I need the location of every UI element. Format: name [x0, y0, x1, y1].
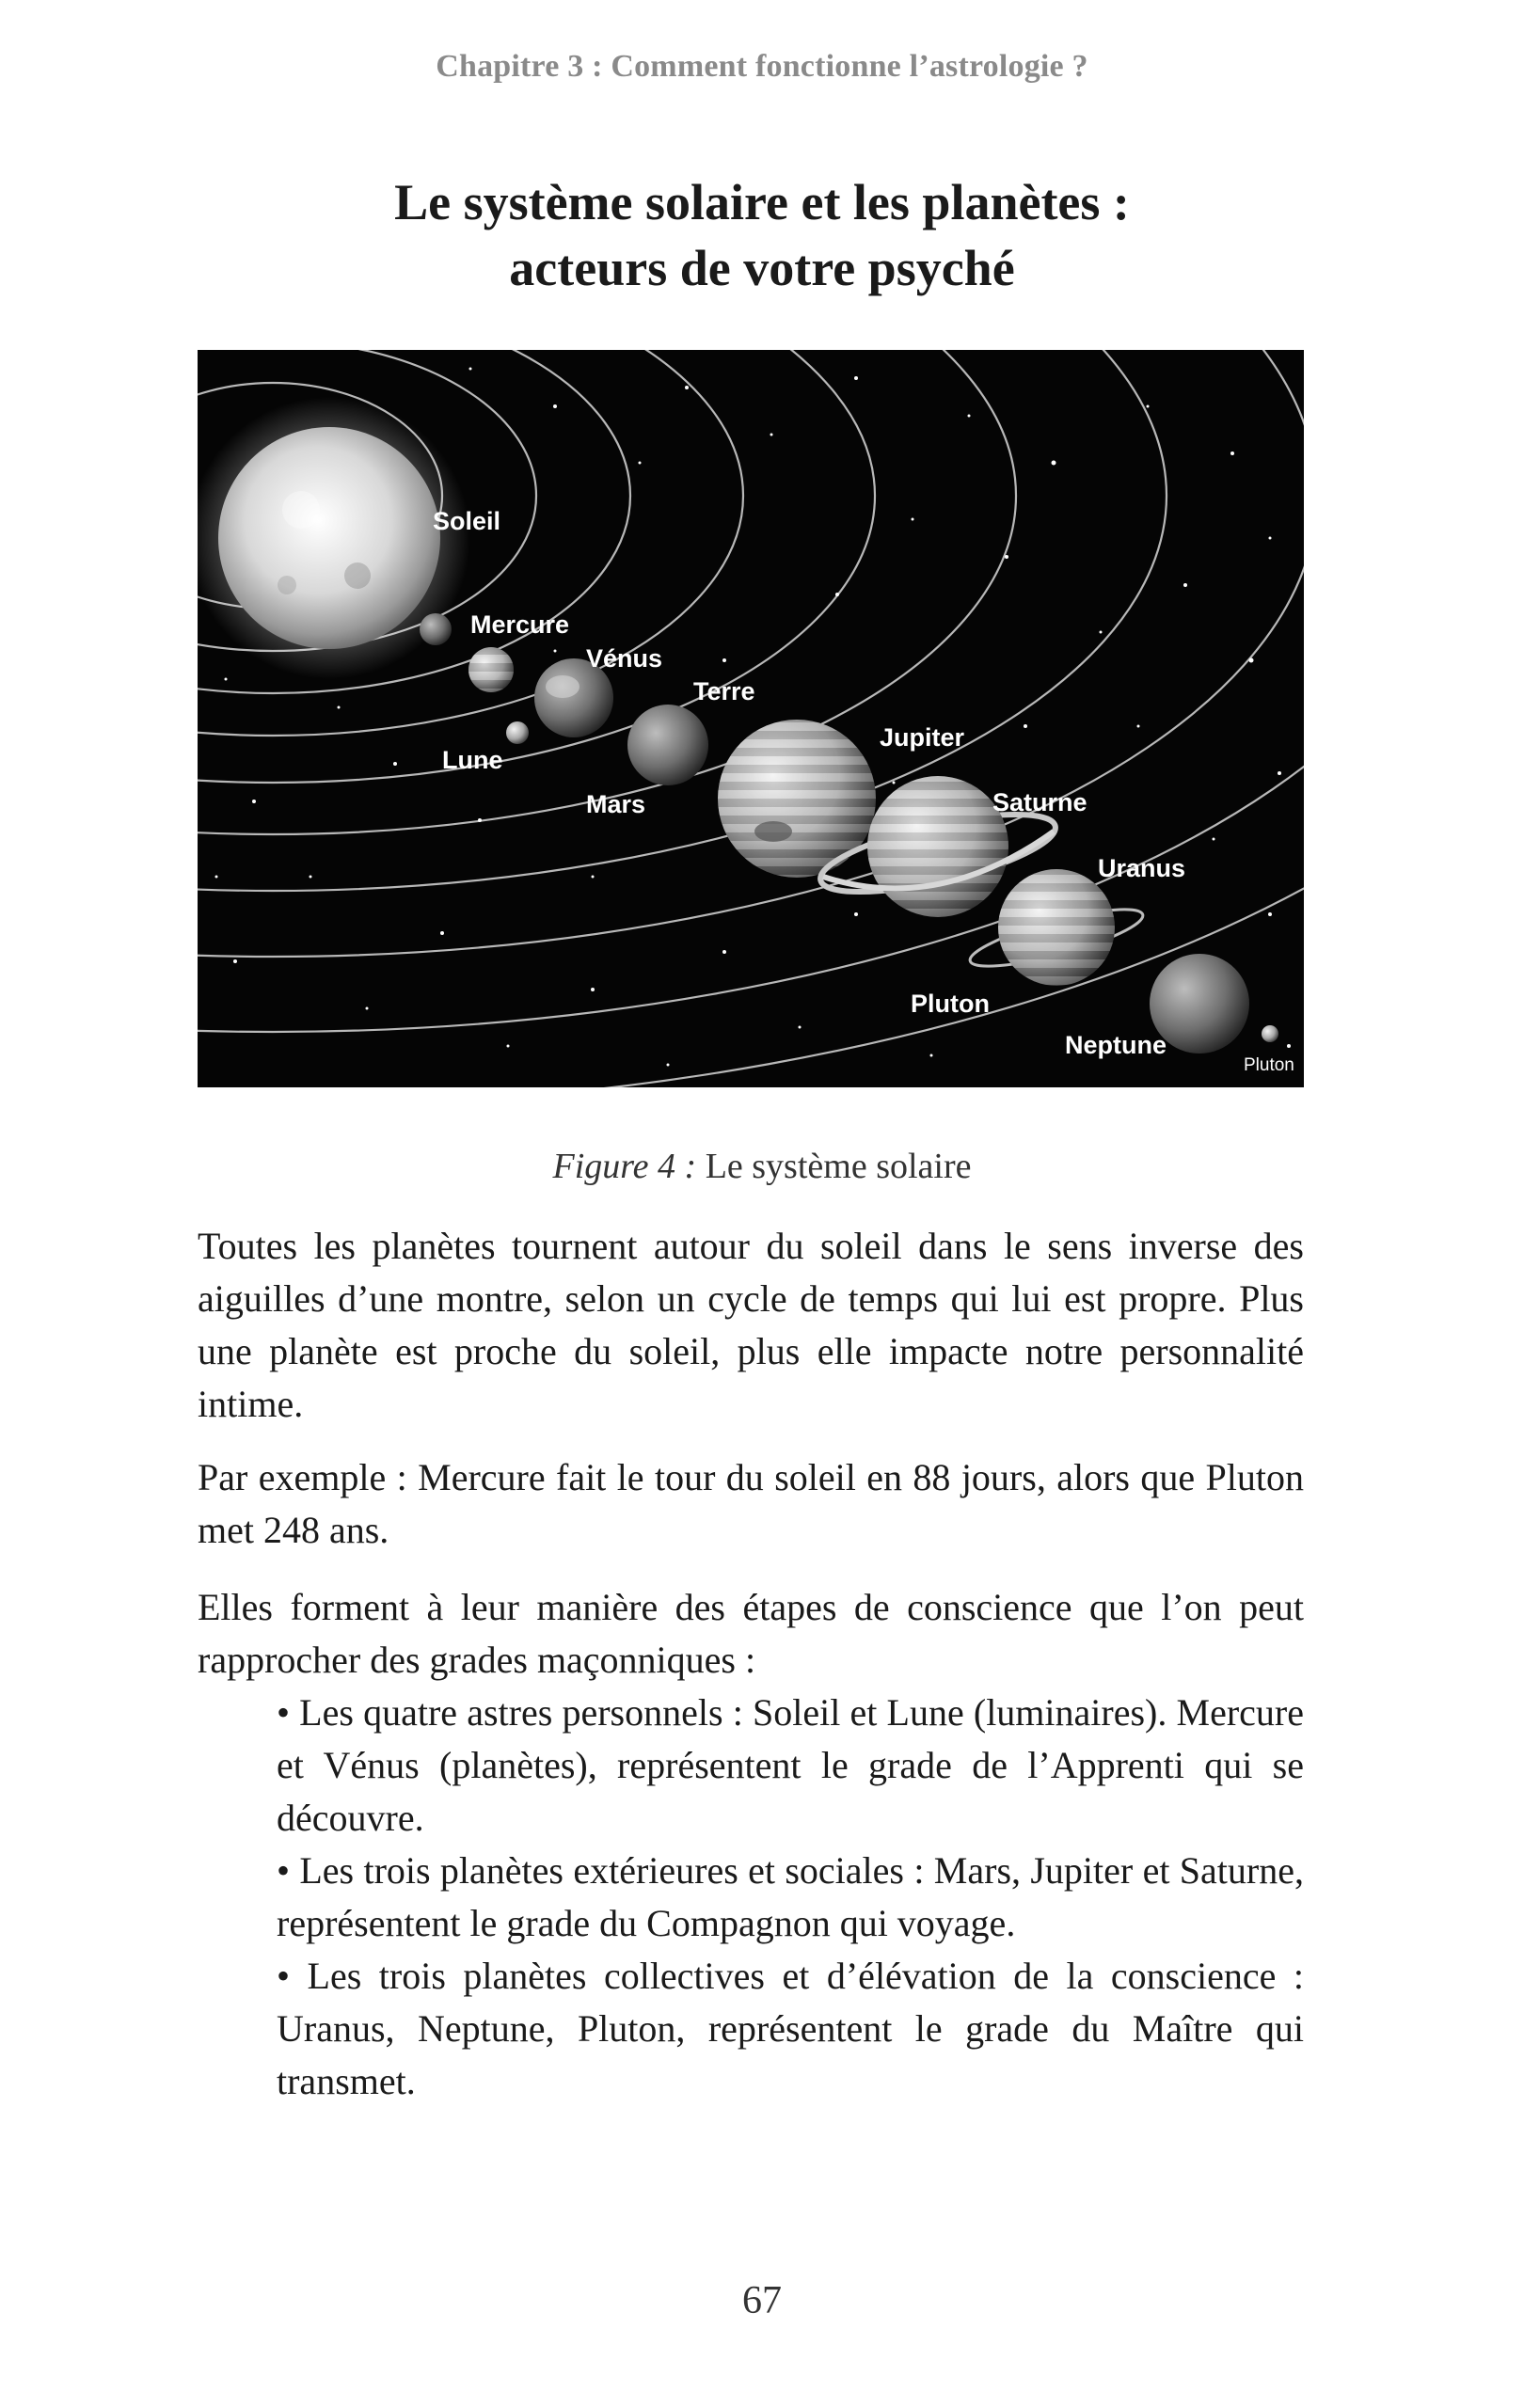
moon — [506, 721, 529, 744]
label-jupiter: Jupiter — [880, 723, 965, 752]
label-neptune: Neptune — [1065, 1031, 1167, 1059]
label-uranus: Uranus — [1098, 854, 1186, 882]
bullet-list — [277, 1687, 1304, 2108]
label-venus: Vénus — [586, 644, 663, 673]
caption-label: Figure 4 : — [552, 1147, 697, 1186]
label-mercure: Mercure — [470, 610, 570, 639]
paragraph-1: Toutes les planètes tournent autour du soleil dans le sens inverse des aiguilles d’une montre, selon un cycle de temps qui lui est propre. Plus une planète est proche du soleil, plus elle impacte notre personnalité intime. — [198, 1225, 1304, 1425]
label-terre: Terre — [693, 677, 755, 705]
bullet-item-maitre: • Les trois planètes collectives et d’élévation de la conscience : Uranus, Neptune, Pluton, représentent le grade du Maître qui transmet. — [277, 1955, 1304, 2102]
planets — [420, 613, 1278, 1054]
label-pluton: Pluton — [911, 990, 990, 1018]
solar-system-figure — [198, 350, 1304, 1087]
label-mars: Mars — [586, 790, 646, 818]
label-soleil: Soleil — [433, 507, 501, 535]
title-line-2: acteurs de votre psyché — [509, 240, 1015, 296]
paragraph-2: Par exemple : Mercure fait le tour du soleil en 88 jours, alors que Pluton met 248 ans. — [198, 1456, 1304, 1551]
mercury — [420, 613, 452, 645]
page-title — [0, 169, 1524, 301]
caption-text: Le système solaire — [696, 1147, 972, 1186]
label-lune: Lune — [442, 746, 503, 774]
mars — [627, 705, 708, 785]
figure-caption — [0, 1146, 1524, 1187]
bullet-item-apprenti: • Les quatre astres personnels : Soleil et Lune (luminaires). Mercure et Vénus (planètes), représentent le grade de l’Apprenti qui se découvre. — [277, 1691, 1304, 1839]
title-line-1: Le système solaire et les planètes : — [394, 174, 1130, 230]
label-pluton-small: Pluton — [1244, 1055, 1294, 1075]
bullet-item-compagnon: • Les trois planètes extérieures et sociales : Mars, Jupiter et Saturne, représentent le grade du Compagnon qui voyage. — [277, 1849, 1304, 1944]
pluto — [1262, 1025, 1278, 1042]
page-number: 67 — [742, 2279, 782, 2322]
paragraph-3: Elles forment à leur manière des étapes de conscience que l’on peut rapprocher des grades maçonniques : — [198, 1586, 1304, 1681]
running-head: Chapitre 3 : Comment fonctionne l’astrologie ? — [436, 49, 1088, 84]
label-saturne: Saturne — [992, 788, 1087, 816]
venus-bands — [468, 647, 514, 692]
